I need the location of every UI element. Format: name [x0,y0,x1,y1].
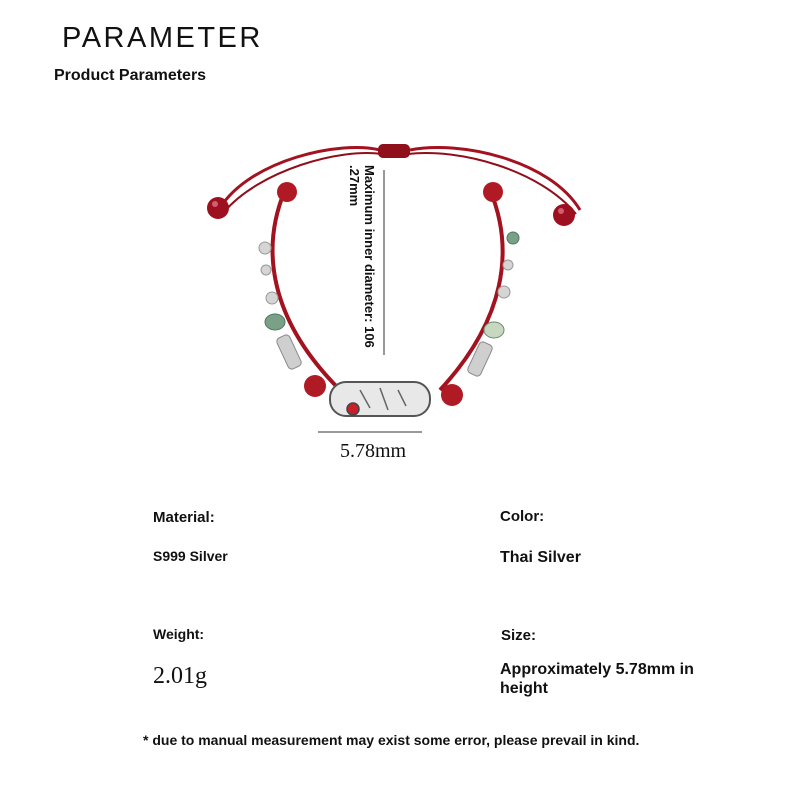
weight-label: Weight: [153,626,205,642]
inner-diameter-label: Maximum inner diameter: 106 .27mm [347,165,377,348]
material-label: Material: [153,509,215,526]
width-dimension-label: 5.78mm [340,440,407,462]
page-subtitle: Product Parameters [54,67,207,84]
material-value: S999 Silver [153,548,228,564]
bracelet-image [190,130,610,450]
size-label: Size: [501,627,537,644]
weight-value: 2.01g [153,663,207,689]
page-title: PARAMETER [62,22,263,54]
measurement-note: * due to manual measurement may exist some error, please prevail in kind. [143,732,640,748]
size-value: Approximately 5.78mm in height [500,661,694,697]
color-label: Color: [500,508,545,525]
color-value: Thai Silver [500,549,581,566]
